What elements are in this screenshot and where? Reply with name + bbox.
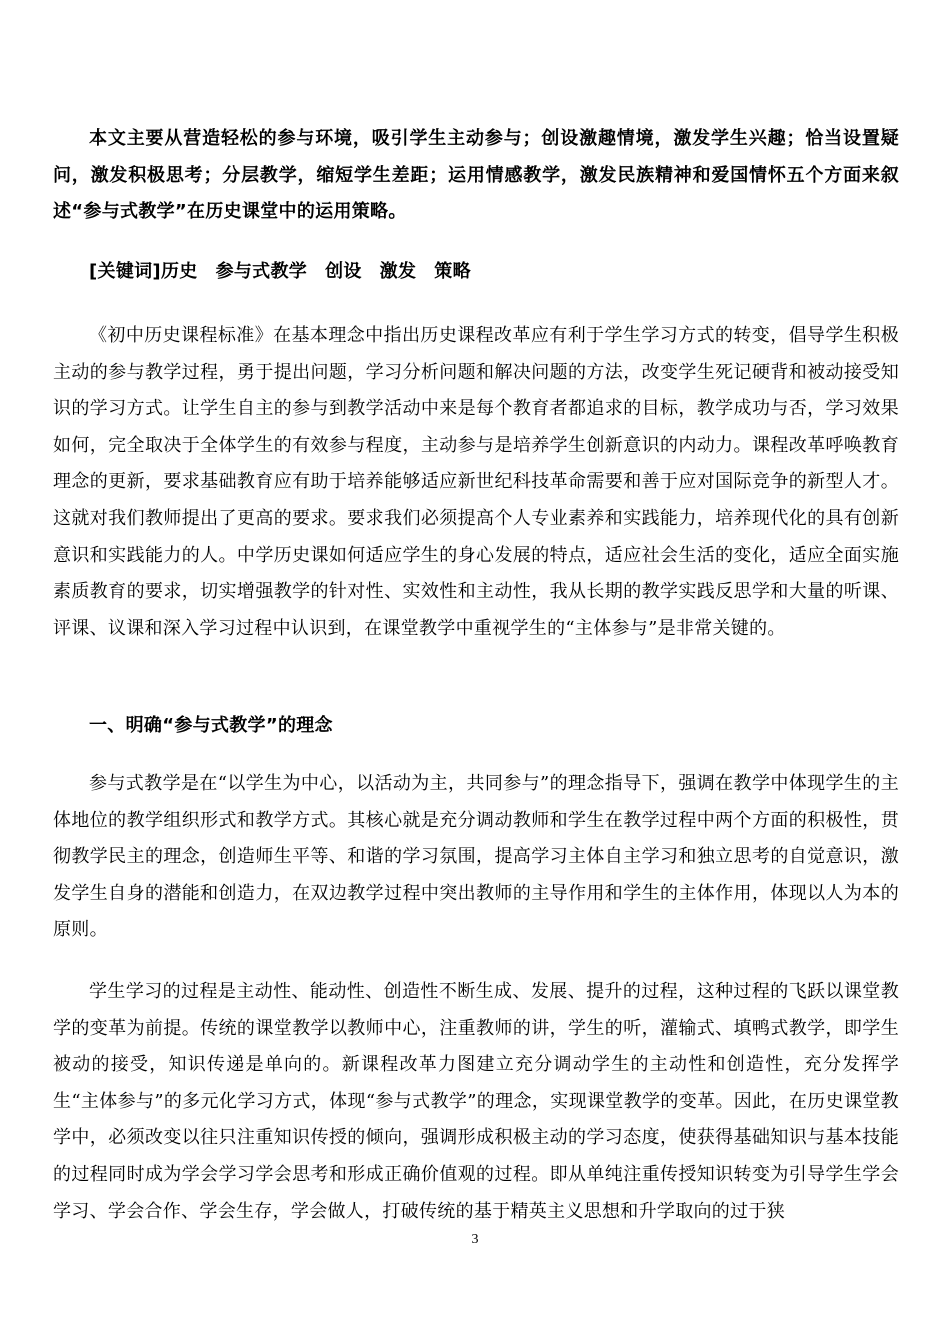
keyword-term: 激发 — [379, 261, 417, 282]
body-paragraph: 学生学习的过程是主动性、能动性、创造性不断生成、发展、提升的过程，这种过程的飞跃以课堂教学的变革为前提。传统的课堂教学以教师中心，注重教师的讲，学生的听，灌输式、填鸭式教学，即学生被动的接受，知识传递是单向的。新课程改革力图建立充分调动学生的主动性和创造性，充分发挥学生“主体参与”的多元化学习方式，体现“参与式教学”的理念，实现课堂教学的变革。因此，在历史课堂教学中，必须改变以往只注重知识传授的倾向，强调形成积极主动的学习态度，使获得基础知识与基本技能的过程同时成为学会学习学会思考和形成正确价值观的过程。即从单纯注重传授知识转变为引导学生学会学习、学会合作、学会生存，学会做人，打破传统的基于精英主义思想和升学取向的过于狭 — [53, 981, 899, 1222]
keyword-term: 参与式教学 — [215, 261, 308, 282]
keywords-line — [89, 254, 935, 291]
keyword-term: 历史 — [160, 261, 198, 282]
abstract-paragraph: 本文主要从营造轻松的参与环境，吸引学生主动参与；创设激趣情境，激发学生兴趣；恰当设置疑问，激发积极思考；分层教学，缩短学生差距；运用情感教学，激发民族精神和爱国情怀五个方面来叙述“参与式教学”在历史课堂中的运用策略。 — [53, 128, 899, 223]
keywords-label: [关键词] — [89, 261, 161, 282]
keyword-term: 策略 — [434, 261, 471, 282]
keyword-term: 创设 — [325, 261, 362, 282]
page-number: 3 — [471, 1232, 479, 1247]
section-heading: 一、明确“参与式教学”的理念 — [89, 715, 333, 736]
body-paragraph: 《初中历史课程标准》在基本理念中指出历史课程改革应有利于学生学习方式的转变，倡导学生积极主动的参与教学过程，勇于提出问题，学习分析问题和解决问题的方法，改变学生死记硬背和被动接受知识的学习方式。让学生自主的参与到教学活动中来是每个教育者都追求的目标，教学成功与否，学习效果如何，完全取决于全体学生的有效参与程度，主动参与是培养学生创新意识的内动力。课程改革呼唤教育理念的更新，要求基础教育应有助于培养能够适应新世纪科技革命需要和善于应对国际竞争的新型人才。这就对我们教师提出了更高的要求。要求我们必须提高个人专业素养和实践能力，培养现代化的具有创新意识和实践能力的人。中学历史课如何适应学生的身心发展的特点，适应社会生活的变化，适应全面实施素质教育的要求，切实增强教学的针对性、实效性和主动性，我从长期的教学实践反思学和大量的听课、评课、议课和深入学习过程中认识到，在课堂教学中重视学生的“主体参与”是非常关键的。 — [53, 325, 899, 639]
body-paragraph: 参与式教学是在“以学生为中心，以活动为主，共同参与”的理念指导下，强调在教学中体现学生的主体地位的教学组织形式和教学方式。其核心就是充分调动教师和学生在教学过程中两个方面的积极性，贯彻教学民主的理念，创造师生平等、和谐的学习氛围，提高学习主体自主学习和独立思考的自觉意识，激发学生自身的潜能和创造力，在双边教学过程中突出教师的主导作用和学生的主体作用，体现以人为本的原则。 — [53, 773, 899, 941]
